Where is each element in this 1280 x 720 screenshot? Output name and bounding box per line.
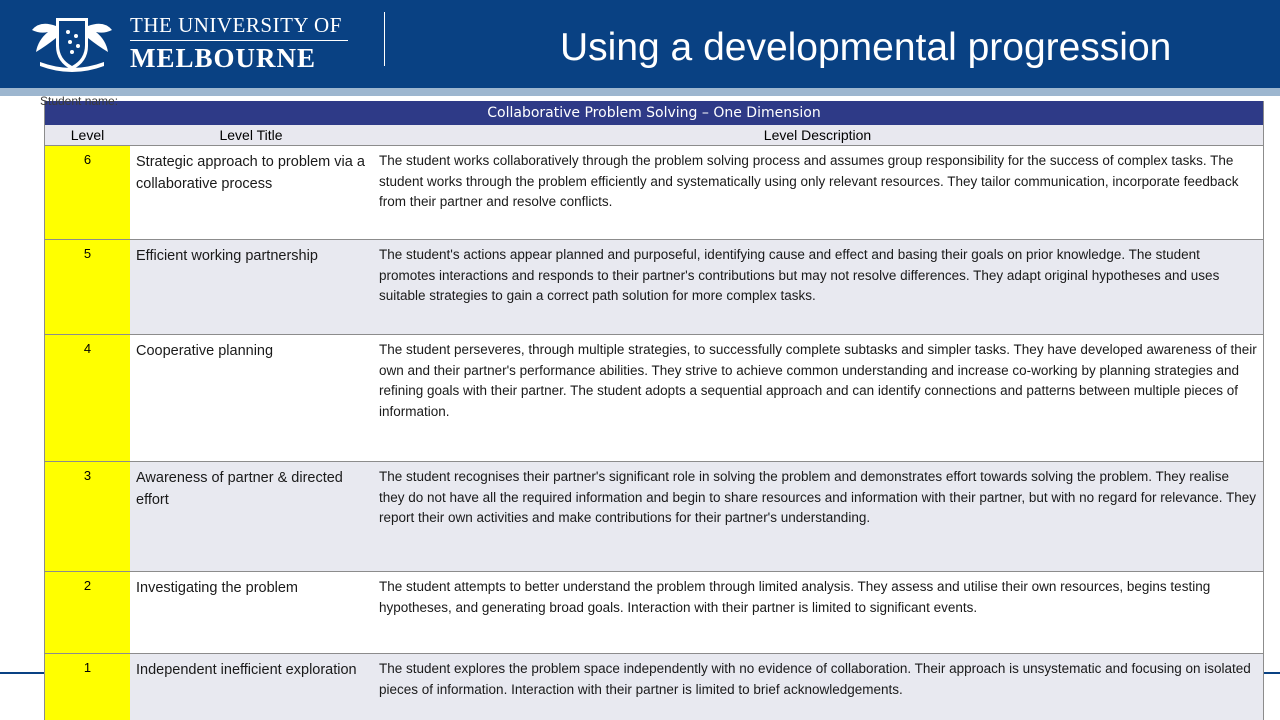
header-stripe xyxy=(0,88,1280,96)
table-row xyxy=(45,146,1263,240)
slide-title: Using a developmental progression xyxy=(560,26,1172,69)
level-description-cell: The student perseveres, through multiple strategies, to successfully complete subtasks and simpler tasks. They have developed awareness of their own and their partner's performance abilities. They strive to achieve common understanding and increase co-working by planning strategies and refining goals with their partner. The student adopts a sequential approach and can identify connections and patterns between multiple pieces of information. xyxy=(372,335,1263,461)
header-bar xyxy=(0,0,1280,88)
student-name-label: Student name: xyxy=(40,94,119,108)
table-row xyxy=(45,572,1263,654)
logo-divider xyxy=(384,12,385,66)
level-title-cell: Investigating the problem xyxy=(130,572,372,653)
level-description-cell: The student attempts to better understand the problem through limited analysis. They assess and utilise their own resources, begins testing hypotheses, and generating broad goals. Interaction with their partner is limited to significant events. xyxy=(372,572,1263,653)
progression-table xyxy=(44,101,1264,720)
level-description-cell: The student works collaboratively through the problem solving process and assumes group responsibility for the success of complex tasks. The student works through the problem efficiently and systematically using only relevant resources. They tailor communication, incorporate feedback from their partner and resolve conflicts. xyxy=(372,146,1263,239)
level-cell: 1 xyxy=(45,654,130,720)
level-title-cell: Efficient working partnership xyxy=(130,240,372,334)
university-line1: THE UNIVERSITY OF xyxy=(130,13,342,37)
header-level-title: Level Title xyxy=(219,127,283,143)
table-title: Collaborative Problem Solving – One Dimension xyxy=(45,101,1263,125)
level-description-cell: The student recognises their partner's significant role in solving the problem and demonstrates effort towards solving the problem. They realise they do not have all the required information and begin to share resources and information with their partner, but with no regard for relevance. They report their own activities and make contributions for their partner's understanding. xyxy=(372,462,1263,571)
table-row xyxy=(45,335,1263,462)
level-cell: 2 xyxy=(45,572,130,653)
university-line2: MELBOURNE xyxy=(130,43,317,73)
level-title-cell: Strategic approach to problem via a collaborative process xyxy=(130,146,372,239)
university-crest-icon xyxy=(26,12,118,74)
table-header-row xyxy=(45,125,1263,146)
level-title-cell: Cooperative planning xyxy=(130,335,372,461)
header-level: Level xyxy=(70,127,105,143)
table-row xyxy=(45,654,1263,720)
level-title-cell: Awareness of partner & directed effort xyxy=(130,462,372,571)
table-row xyxy=(45,462,1263,572)
wordmark-rule xyxy=(130,40,348,41)
level-cell: 6 xyxy=(45,146,130,239)
table-row xyxy=(45,240,1263,335)
header-level-description: Level Description xyxy=(763,127,872,143)
level-cell: 3 xyxy=(45,462,130,571)
level-description-cell: The student's actions appear planned and purposeful, identifying cause and effect and basing their goals on prior knowledge. The student promotes interactions and responds to their partner's contributions but may not resolve differences. They adapt original hypotheses and uses suitable strategies to gain a correct path solution for more complex tasks. xyxy=(372,240,1263,334)
level-description-cell: The student explores the problem space independently with no evidence of collaboration. Their approach is unsystematic and focusing on isolated pieces of information. Interaction with their partner is limited to brief acknowledgements. xyxy=(372,654,1263,720)
level-cell: 4 xyxy=(45,335,130,461)
level-title-cell: Independent inefficient exploration xyxy=(130,654,372,720)
university-wordmark xyxy=(130,14,348,72)
level-cell: 5 xyxy=(45,240,130,334)
